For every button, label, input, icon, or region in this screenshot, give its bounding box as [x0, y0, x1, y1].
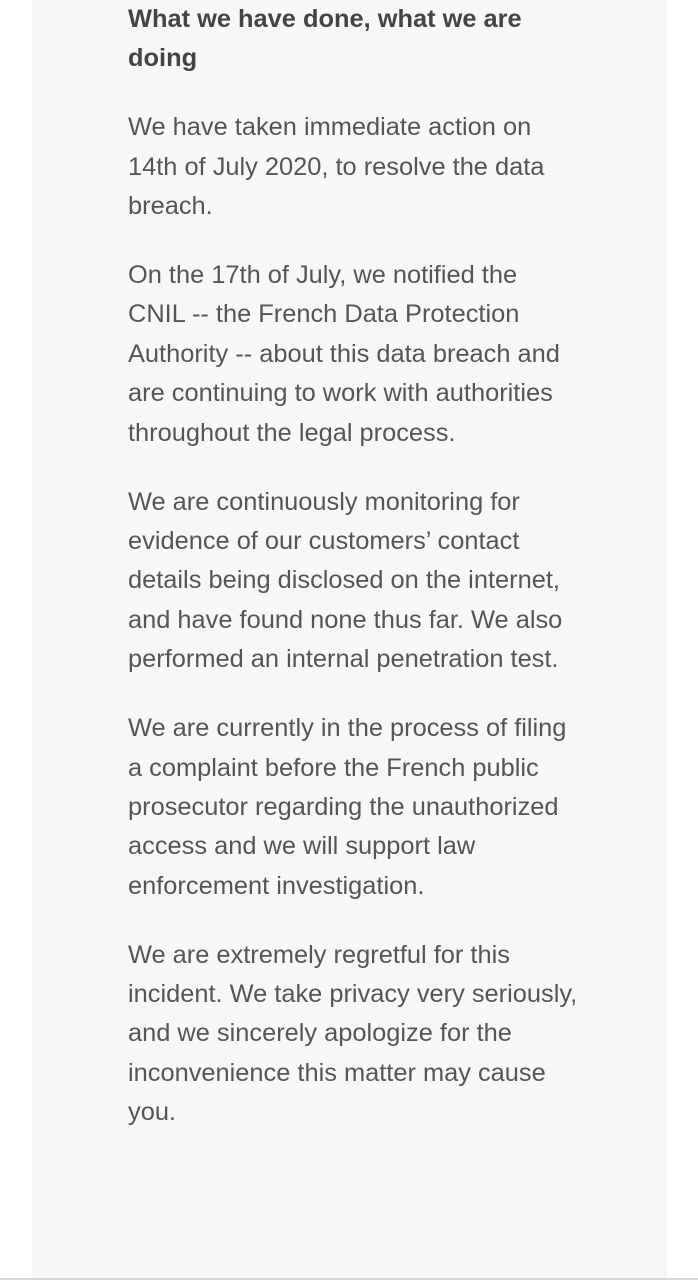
paragraph-complaint: We are currently in the process of filing a complaint before the French public prosecutor regarding the unauthorized access and we will support law enforcement investigation.: [128, 714, 567, 900]
paragraph-immediate-action: We have taken immediate action on 14th of July 2020, to resolve the data breach.: [128, 113, 545, 221]
paragraph-apology: We are extremely regretful for this incident. We take privacy very seriously, and we sincerely apologize for the inconvenience this matter may cause you.: [128, 940, 578, 1127]
paragraph-cnil-notification: On the 17th of July, we notified the CNIL -- the French Data Protection Authority -- about this data breach and are continuing to work with authorities throughout the legal process.: [128, 261, 560, 447]
email-body: [128, 0, 578, 1133]
section-heading: What we have done, what we are doing: [128, 5, 522, 73]
paragraph-monitoring: We are continuously monitoring for evidence of our customers’ contact details being disclosed on the internet, and have found none thus far. We also performed an internal penetration test.: [128, 487, 563, 674]
